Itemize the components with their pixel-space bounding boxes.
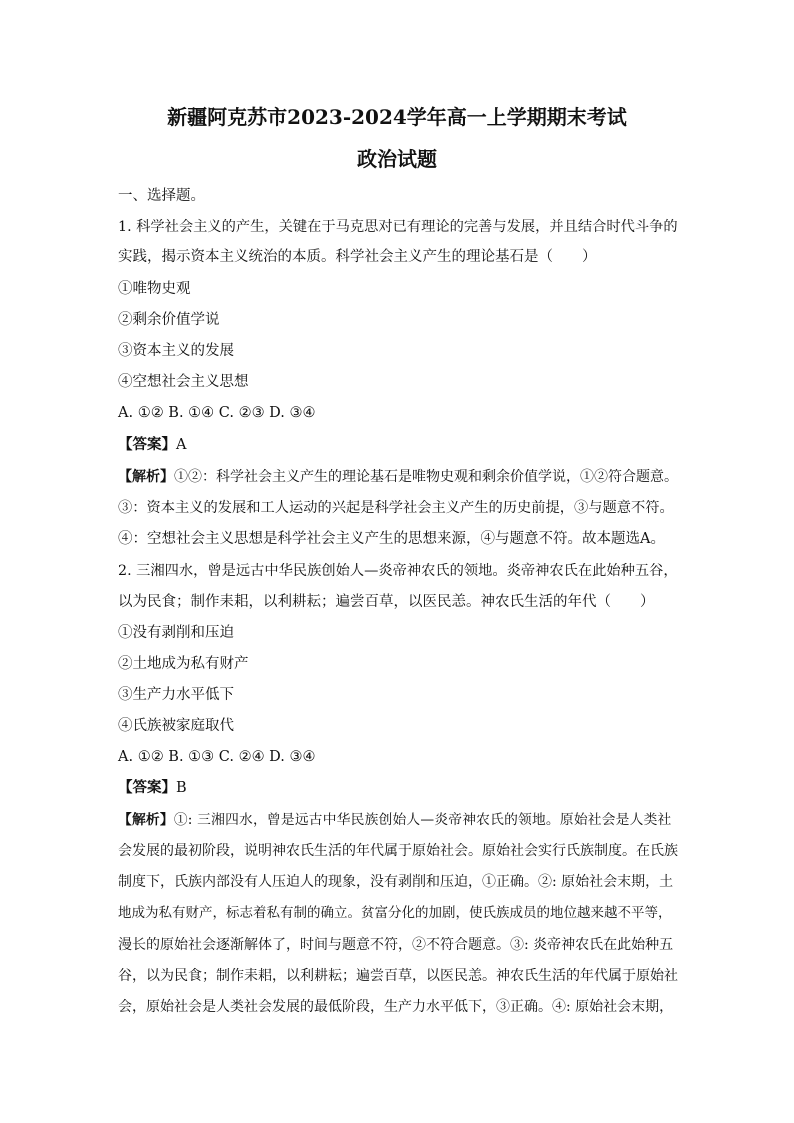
q2-choices: A. ①② B. ①③ C. ②④ D. ③④ — [118, 749, 316, 765]
section-heading: 一、选择题。 — [118, 188, 205, 204]
q2-analysis-line-4: 地成为私有财产，标志着私有制的确立。贫富分化的加剧，使氏族成员的地位越来越不平等， — [118, 905, 672, 921]
q2-analysis-text-1: ①: 三湘四水，曾是远古中华民族创始人—炎帝神农氏的领地。原始社会是人类社 — [173, 812, 672, 828]
q2-analysis-line-7: 会，原始社会是人类社会发展的最低阶段，生产力水平低下，③正确。④: 原始社会末期， — [118, 999, 674, 1015]
q1-analysis-line-2: ③：资本主义的发展和工人运动的兴起是科学社会主义产生的历史前提，③与题意不符。 — [118, 500, 674, 516]
q1-option-4: ④空想社会主义思想 — [118, 374, 249, 390]
q2-analysis-line-3: 制度下，氏族内部没有人压迫人的现象，没有剥削和压迫，①正确。②: 原始社会末期，土 — [118, 874, 674, 890]
q1-stem-line-1: 1. 科学社会主义的产生，关键在于马克思对已有理论的完善与发展，并且结合时代斗争的 — [118, 219, 678, 235]
q2-answer — [118, 777, 678, 799]
q2-analysis-line-1 — [118, 809, 678, 831]
q1-option-3: ③资本主义的发展 — [118, 343, 234, 359]
q2-analysis-line-2: 会发展的最初阶段，说明神农氏生活的年代属于原始社会。原始社会实行氏族制度。在氏族 — [118, 843, 678, 859]
q1-analysis-line-1 — [118, 466, 678, 488]
q1-answer — [118, 434, 678, 456]
q2-analysis-label: 【解析】 — [118, 812, 174, 828]
q1-option-2: ②剩余价值学说 — [118, 312, 220, 328]
exam-subject-title: 政治试题 — [357, 147, 437, 171]
q2-stem-line-1: 2. 三湘四水，曾是远古中华民族创始人—炎帝神农氏的领地。炎帝神农氏在此始种五谷， — [118, 563, 678, 579]
q1-answer-label: 【答案】 — [118, 436, 176, 453]
q2-option-3: ③生产力水平低下 — [118, 687, 234, 703]
q2-answer-value: B — [176, 780, 187, 796]
q1-stem-line-2: 实践，揭示资本主义统治的本质。科学社会主义产生的理论基石是（ ） — [118, 249, 597, 265]
q1-analysis-text-1: ①②：科学社会主义产生的理论基石是唯物史观和剩余价值学说，①②符合题意。 — [174, 469, 678, 485]
exam-title: 新疆阿克苏市2023-2024学年高一上学期期末考试 — [167, 105, 627, 129]
q1-answer-value: A — [176, 437, 187, 453]
q1-choices: A. ①② B. ①④ C. ②③ D. ③④ — [118, 405, 316, 421]
q2-analysis-line-6: 谷，以为民食；制作耒耜，以利耕耘；遍尝百草，以医民恙。神农氏生活的年代属于原始社 — [118, 968, 678, 984]
q2-option-1: ①没有剥削和压迫 — [118, 625, 234, 641]
q1-option-1: ①唯物史观 — [118, 281, 191, 297]
q2-option-4: ④氏族被家庭取代 — [118, 718, 234, 734]
q2-stem-line-2: 以为民食；制作耒耜，以利耕耘；遍尝百草，以医民恙。神农氏生活的年代（ ） — [118, 594, 655, 610]
q2-analysis-line-5: 漫长的原始社会逐渐解体了，时间与题意不符，②不符合题意。③: 炎帝神农氏在此始种五 — [118, 937, 674, 953]
q2-answer-label: 【答案】 — [118, 779, 176, 796]
q1-analysis-line-3: ④：空想社会主义思想是科学社会主义产生的思想来源，④与题意不符。故本题选A。 — [118, 531, 665, 547]
q1-analysis-label: 【解析】 — [118, 469, 174, 485]
q2-option-2: ②土地成为私有财产 — [118, 656, 249, 672]
